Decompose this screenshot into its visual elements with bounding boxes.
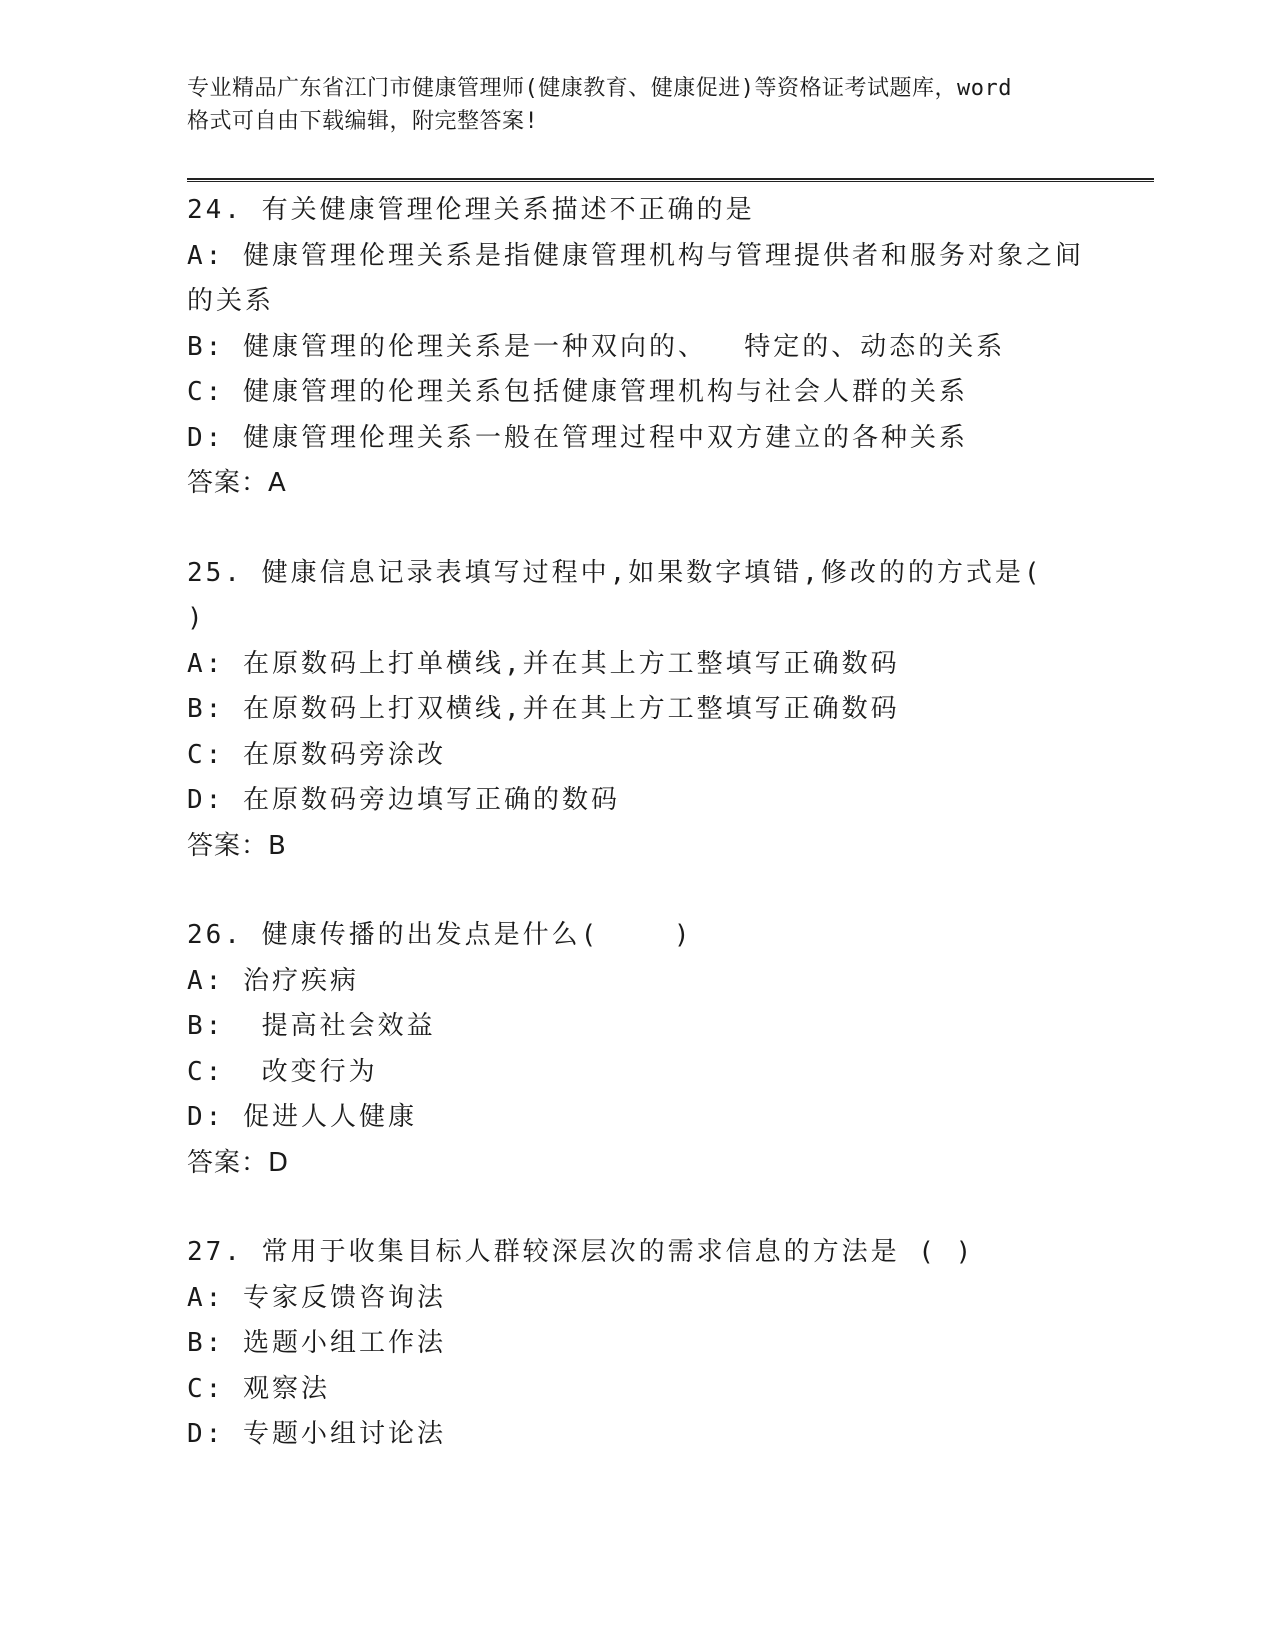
question-block — [187, 188, 1167, 507]
answer-option: A: 健康管理伦理关系是指健康管理机构与管理提供者和服务对象之间 — [187, 240, 1084, 271]
answer-key: 答案：D — [187, 1147, 290, 1178]
answer-option: B: 提高社会效益 — [187, 1011, 436, 1041]
question-block — [187, 1230, 1167, 1458]
answer-option: D: 专题小组讨论法 — [187, 1419, 446, 1449]
document-header — [187, 72, 1087, 138]
question-block — [187, 551, 1167, 870]
question-block — [187, 913, 1167, 1186]
question-stem: ) — [187, 603, 206, 633]
answer-option: C: 健康管理的伦理关系包括健康管理机构与社会人群的关系 — [187, 377, 968, 407]
answer-option: A: 治疗疾病 — [187, 965, 359, 996]
question-stem: 24. 有关健康管理伦理关系描述不正确的是 — [187, 195, 755, 225]
question-stem: 27. 常用于收集目标人群较深层次的需求信息的方法是 ( ) — [187, 1237, 975, 1267]
answer-option: A: 在原数码上打单横线,并在其上方工整填写正确数码 — [187, 648, 900, 679]
answer-option: C: 观察法 — [187, 1373, 330, 1404]
header-divider — [187, 178, 1154, 182]
question-list — [187, 188, 1167, 1502]
header-line-1: 专业精品广东省江门市健康管理师(健康教育、健康促进)等资格证考试题库，word — [187, 76, 1012, 101]
answer-option: B: 在原数码上打双横线,并在其上方工整填写正确数码 — [187, 694, 900, 724]
answer-option: C: 改变行为 — [187, 1056, 378, 1087]
answer-key: 答案：B — [187, 830, 287, 861]
answer-option: 的关系 — [187, 286, 275, 316]
answer-option: B: 健康管理的伦理关系是一种双向的、 特定的、动态的关系 — [187, 331, 1006, 362]
question-stem: 25. 健康信息记录表填写过程中,如果数字填错,修改的的方式是( — [187, 557, 1043, 588]
question-stem: 26. 健康传播的出发点是什么( ) — [187, 920, 693, 950]
answer-option: A: 专家反馈咨询法 — [187, 1282, 446, 1313]
answer-option: D: 促进人人健康 — [187, 1102, 417, 1132]
answer-option: C: 在原数码旁涂改 — [187, 739, 446, 770]
answer-option: D: 健康管理伦理关系一般在管理过程中双方建立的各种关系 — [187, 422, 968, 453]
answer-option: D: 在原数码旁边填写正确的数码 — [187, 785, 620, 815]
header-line-2: 格式可自由下载编辑，附完整答案! — [187, 109, 539, 134]
answer-key: 答案：A — [187, 468, 287, 498]
answer-option: B: 选题小组工作法 — [187, 1328, 446, 1358]
